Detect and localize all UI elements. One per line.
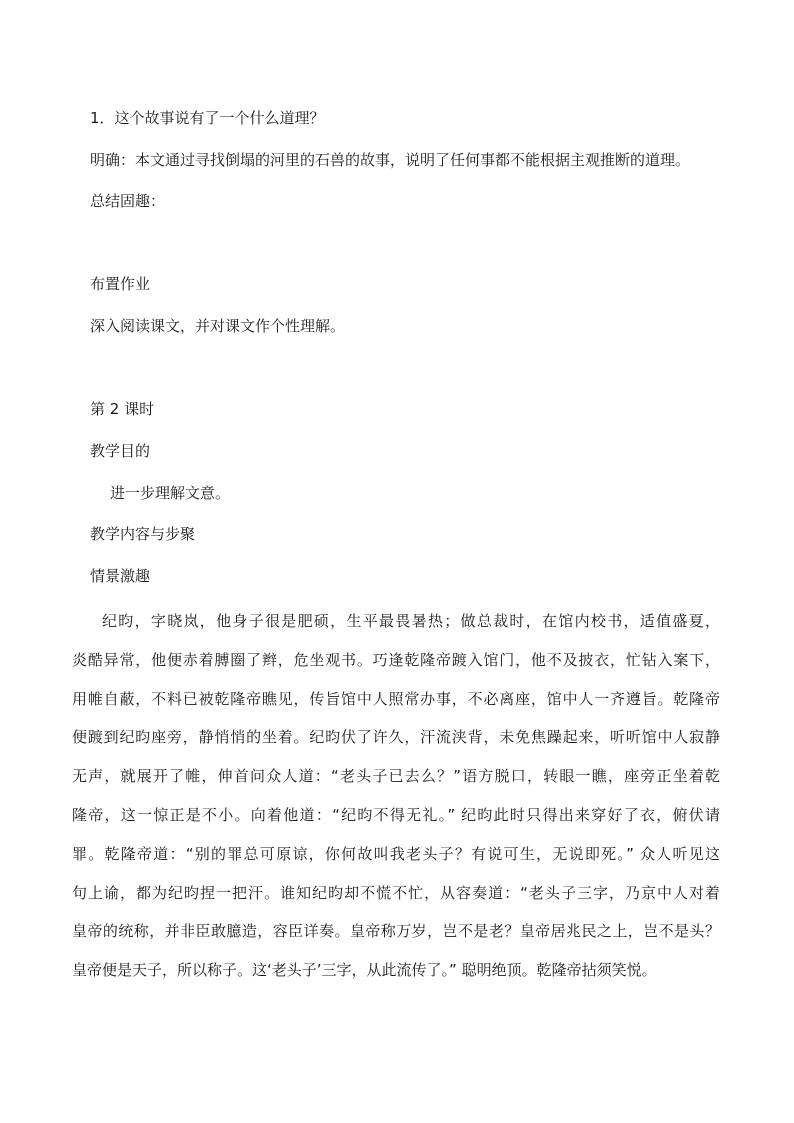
goal-text: 进一步理解文意。	[110, 484, 231, 502]
lesson-2-heading: 第 2 课时	[90, 400, 155, 418]
story-line: 隆帝，这一惊正是不小。向着他道：“纪昀不得无礼。” 纪昀此时只得出来穿好了衣，俯伏请	[72, 805, 720, 824]
homework-text: 深入阅读课文，并对课文作个性理解。	[90, 317, 346, 335]
homework-heading: 布置作业	[90, 275, 151, 293]
summary-heading: 总结固趣：	[90, 192, 166, 210]
scene-heading: 情景激趣	[90, 567, 151, 585]
answer-text: 明确：本文通过寻找倒塌的河里的石兽的故事，说明了任何事都不能根据主观推断的道理。	[90, 151, 691, 169]
story-paragraph	[72, 602, 720, 990]
story-line: 用帷自蔽，不料已被乾隆帝瞧见，传旨馆中人照常办事，不必离座，馆中人一齐遵旨。乾隆帝	[72, 689, 720, 708]
story-line: 罪。乾隆帝道：“别的罪总可原谅，你何故叫我老头子？有说可生，无说即死。” 众人听见这	[72, 844, 720, 863]
story-line: 炎酷异常，他便赤着膊圈了辫，危坐观书。巧逢乾隆帝踱入馆门，他不及披衣，忙钻入案下，	[72, 650, 720, 669]
story-line: 句上谕，都为纪昀捏一把汗。谁知纪昀却不慌不忙，从容奏道：“老头子三字，乃京中人对着	[72, 883, 720, 902]
story-line: 纪昀，字晓岚，他身子很是肥硕，生平最畏暑热；做总裁时，在馆内校书，适值盛夏，	[102, 612, 720, 630]
story-line: 皇帝便是天子，所以称子。这‘老头子’三字，从此流传了。” 聪明绝顶。乾隆帝拈须笑悦。	[72, 961, 657, 980]
story-line: 皇帝的统称，并非臣敢臆造，容臣详奏。皇帝称万岁，岂不是老？皇帝居兆民之上，岂不是头？	[72, 922, 720, 941]
content-heading: 教学内容与步聚	[90, 525, 196, 543]
question-1: 1．这个故事说有了一个什么道理？	[90, 109, 325, 127]
story-line: 无声，就展开了帷，伸首问众人道：“老头子已去么？”语方脱口，转眼一瞧，座旁正坐着乾	[72, 767, 720, 786]
story-line: 便踱到纪昀座旁，静悄悄的坐着。纪昀伏了许久，汗流浃背，未免焦躁起来，听听馆中人寂静	[72, 728, 720, 747]
goal-heading: 教学目的	[90, 442, 151, 460]
